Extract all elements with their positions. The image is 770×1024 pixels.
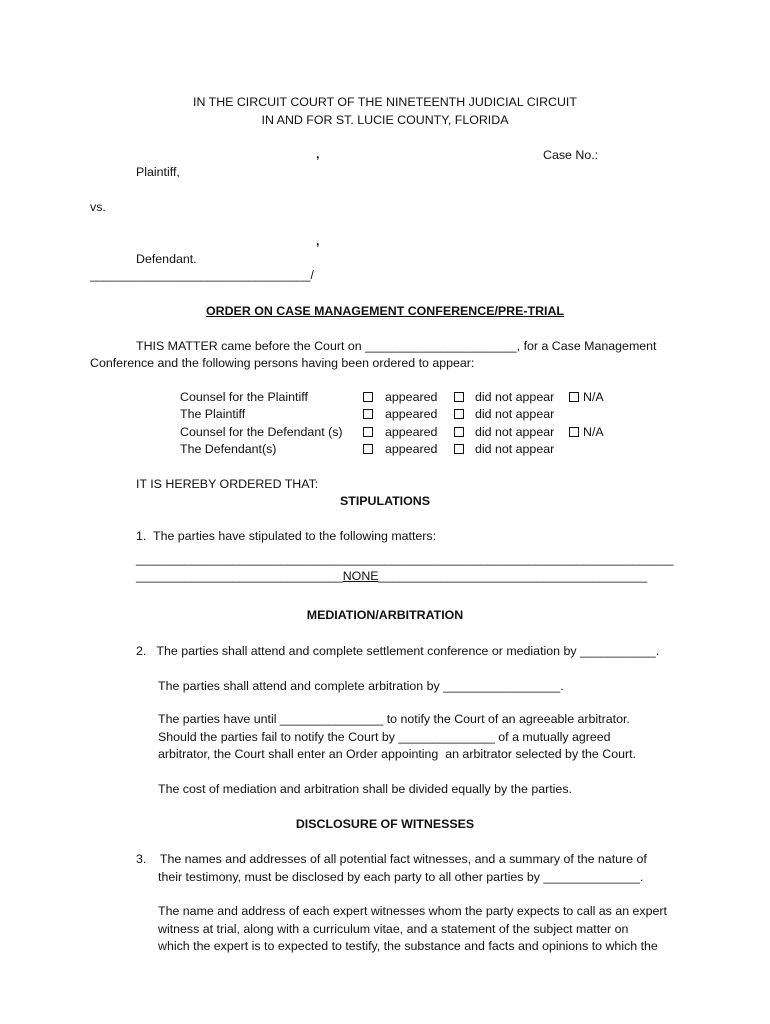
stipulations-blank-line bbox=[136, 569, 647, 584]
did-not-appear-label: did not appear bbox=[475, 442, 555, 456]
versus-label: vs. bbox=[90, 200, 106, 214]
defendant-label: Defendant. bbox=[136, 252, 197, 266]
attendance-party: Counsel for the Plaintiff bbox=[180, 390, 308, 404]
stipulations-heading: STIPULATIONS bbox=[340, 494, 430, 508]
cost-statement: The cost of mediation and arbitration shall be divided equally by the parties. bbox=[158, 782, 572, 796]
stipulations-item: 1. The parties have stipulated to the following matters: bbox=[136, 529, 437, 543]
appeared-checkbox[interactable] bbox=[363, 427, 373, 437]
blank-left: ______________________________ bbox=[136, 569, 343, 583]
did-not-appear-checkbox[interactable] bbox=[454, 444, 464, 454]
expert-line3: which the expert is to expected to testify, the substance and facts and opinions to which the bbox=[158, 939, 658, 953]
appeared-label: appeared bbox=[385, 425, 438, 439]
plaintiff-label: Plaintiff, bbox=[136, 165, 180, 179]
witnesses-item-line1: 3. The names and addresses of all potential fact witnesses, and a summary of the nature of bbox=[136, 852, 647, 866]
appeared-label: appeared bbox=[385, 407, 438, 421]
did-not-appear-label: did not appear bbox=[475, 407, 555, 421]
order-title: ORDER ON CASE MANAGEMENT CONFERENCE/PRE-TRIAL bbox=[206, 304, 564, 318]
arbitrator-notice-line2: Should the parties fail to notify the Court by ______________ of a mutually agreed bbox=[158, 730, 611, 744]
intro-line1: THIS MATTER came before the Court on ______________________, for a Case Management bbox=[136, 339, 657, 353]
did-not-appear-label: did not appear bbox=[475, 425, 555, 439]
na-label: N/A bbox=[583, 425, 604, 439]
na-label: N/A bbox=[583, 390, 604, 404]
blank-right: _______________________________________ bbox=[378, 569, 648, 583]
appeared-checkbox[interactable] bbox=[363, 444, 373, 454]
plaintiff-name-comma: , bbox=[316, 147, 320, 161]
ordered-statement: IT IS HEREBY ORDERED THAT: bbox=[136, 477, 319, 491]
did-not-appear-label: did not appear bbox=[475, 390, 555, 404]
defendant-name-comma: , bbox=[316, 234, 320, 248]
witnesses-item-line2: their testimony, must be disclosed by each party to all other parties by ______________. bbox=[158, 870, 644, 884]
witnesses-heading: DISCLOSURE OF WITNESSES bbox=[295, 817, 475, 831]
caption-close-line: ________________________________/ bbox=[90, 268, 314, 282]
na-checkbox[interactable] bbox=[569, 427, 579, 437]
did-not-appear-checkbox[interactable] bbox=[454, 427, 464, 437]
mediation-heading: MEDIATION/ARBITRATION bbox=[306, 608, 464, 622]
attendance-party: Counsel for the Defendant (s) bbox=[180, 425, 343, 439]
court-heading-line2: IN AND FOR ST. LUCIE COUNTY, FLORIDA bbox=[261, 113, 509, 127]
mediation-item: 2. The parties shall attend and complete settlement conference or mediation by ___________. bbox=[136, 644, 660, 658]
arbitration-deadline: The parties shall attend and complete arbitration by _________________. bbox=[158, 679, 564, 693]
did-not-appear-checkbox[interactable] bbox=[454, 392, 464, 402]
court-heading-line1: IN THE CIRCUIT COURT OF THE NINETEENTH JUDICIAL CIRCUIT bbox=[193, 95, 577, 109]
stipulations-blank-line: ______________________________________________________________________________ bbox=[136, 552, 674, 566]
intro-line2: Conference and the following persons having been ordered to appear: bbox=[90, 356, 475, 370]
appeared-checkbox[interactable] bbox=[363, 409, 373, 419]
none-value: NONE bbox=[342, 569, 379, 583]
attendance-party: The Defendant(s) bbox=[180, 442, 277, 456]
did-not-appear-checkbox[interactable] bbox=[454, 409, 464, 419]
appeared-label: appeared bbox=[385, 442, 438, 456]
na-checkbox[interactable] bbox=[569, 392, 579, 402]
expert-line1: The name and address of each expert witnesses whom the party expects to call as an expert bbox=[158, 904, 667, 918]
appeared-checkbox[interactable] bbox=[363, 392, 373, 402]
arbitrator-notice-line3: arbitrator, the Court shall enter an Order appointing an arbitrator selected by the Court. bbox=[158, 747, 636, 761]
case-number-label: Case No.: bbox=[543, 148, 599, 162]
expert-line2: witness at trial, along with a curriculum vitae, and a statement of the subject matter on bbox=[158, 922, 629, 936]
attendance-party: The Plaintiff bbox=[180, 407, 246, 421]
appeared-label: appeared bbox=[385, 390, 438, 404]
arbitrator-notice-line1: The parties have until _______________ to notify the Court of an agreeable arbitrator. bbox=[158, 712, 630, 726]
